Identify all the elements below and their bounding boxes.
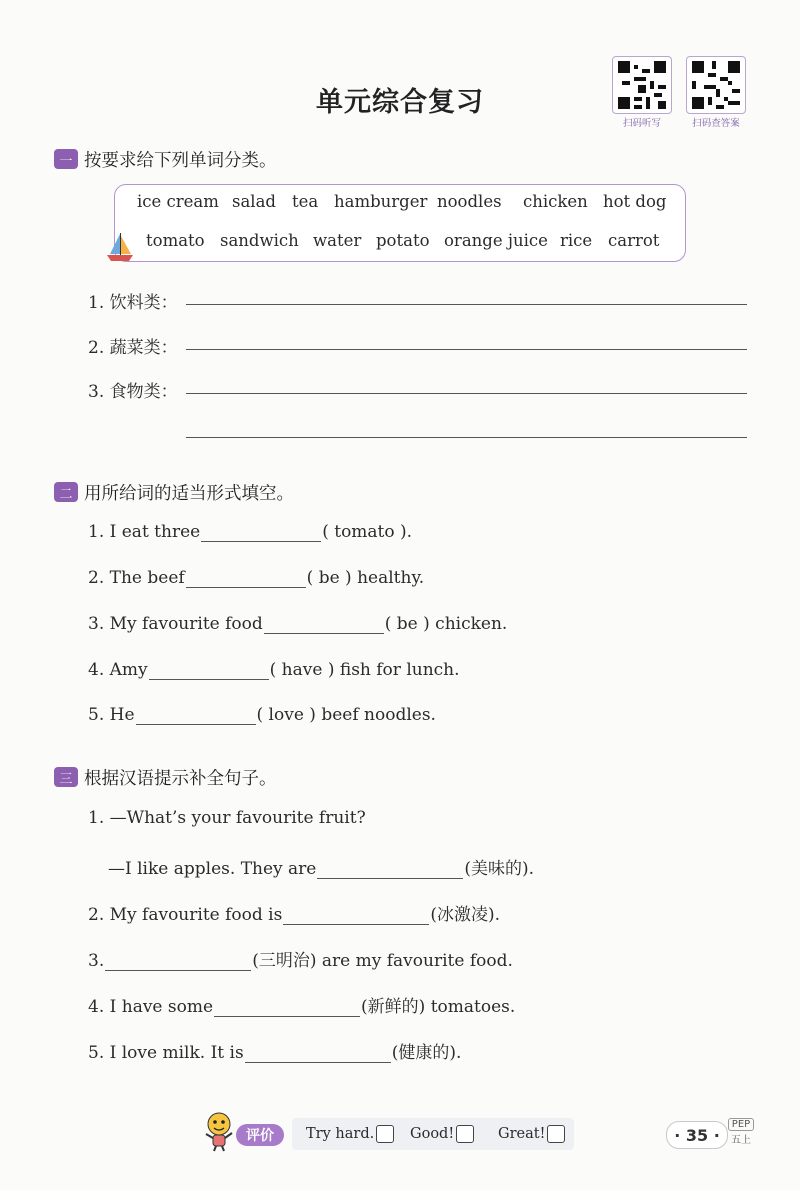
fill-blank[interactable] <box>186 569 306 588</box>
section-title: 按要求给下列单词分类。 <box>84 150 277 171</box>
word-item: tomato <box>146 231 205 250</box>
word-item: rice <box>560 231 593 250</box>
question-item <box>88 900 500 925</box>
section-3-heading <box>54 764 277 790</box>
rating-good[interactable] <box>410 1125 474 1143</box>
section-2-heading <box>54 479 294 505</box>
question-item <box>88 568 424 588</box>
section-title: 根据汉语提示补全句子。 <box>84 768 277 789</box>
rating-label: Try hard. <box>306 1126 375 1142</box>
word-item: hamburger <box>334 192 428 211</box>
rating-checkbox[interactable] <box>456 1125 474 1143</box>
rating-checkbox[interactable] <box>376 1125 394 1143</box>
mascot-icon <box>200 1110 238 1156</box>
word-item: noodles <box>437 192 502 211</box>
rating-label: Good! <box>410 1126 455 1142</box>
question-hint: ( tomato ). <box>322 522 413 542</box>
word-item: ice cream <box>137 192 219 211</box>
section-badge: 二 <box>54 482 78 502</box>
rating-great[interactable] <box>498 1125 565 1143</box>
qr-caption: 扫码听写 <box>622 118 661 129</box>
category-label: 1. 饮料类： <box>88 293 178 313</box>
question-hint: (美味的). <box>464 859 535 879</box>
page-number: · 35 · <box>666 1121 728 1149</box>
question-item <box>88 705 436 725</box>
word-item: hot dog <box>603 192 667 211</box>
qr-code-icon <box>686 56 746 114</box>
word-item: water <box>313 231 362 250</box>
question-item <box>88 614 507 634</box>
question-hint: (健康的). <box>391 1043 462 1063</box>
question-hint: ( love ) beef noodles. <box>256 705 436 725</box>
section-1-heading <box>54 146 277 172</box>
rating-checkbox[interactable] <box>547 1125 565 1143</box>
question-text: 2. My favourite food is <box>88 905 283 925</box>
category-label: 3. 食物类： <box>88 382 178 402</box>
question-hint: (冰激凌). <box>430 905 500 925</box>
answer-line[interactable] <box>186 349 747 350</box>
rating-try-hard[interactable] <box>306 1125 394 1143</box>
word-item: carrot <box>608 231 660 250</box>
fill-blank[interactable] <box>317 860 463 879</box>
word-item: salad <box>232 192 276 211</box>
question-hint: ( be ) chicken. <box>384 614 508 634</box>
question-text: 3. <box>88 951 105 971</box>
question-item <box>88 808 366 828</box>
fill-blank[interactable] <box>201 523 321 542</box>
word-item: chicken <box>523 192 588 211</box>
category-label: 2. 蔬菜类： <box>88 338 178 358</box>
word-item: potato <box>376 231 430 250</box>
question-text: 1. —What’s your favourite fruit? <box>88 808 366 828</box>
word-item: tea <box>292 192 319 211</box>
grade-label: 五上 <box>731 1135 751 1146</box>
question-item <box>108 854 534 879</box>
fill-blank[interactable] <box>245 1044 391 1063</box>
question-text: —I like apples. They are <box>108 859 317 879</box>
qr-answer[interactable] <box>686 56 746 129</box>
word-item: sandwich <box>220 231 299 250</box>
edition-label: PEP <box>728 1118 754 1131</box>
section-badge: 三 <box>54 767 78 787</box>
fill-blank[interactable] <box>149 661 269 680</box>
question-item <box>88 660 460 680</box>
edition-mark <box>728 1118 754 1146</box>
answer-line[interactable] <box>186 393 747 394</box>
question-text: 1. I eat three <box>88 522 201 542</box>
question-text: 5. He <box>88 705 135 725</box>
question-text: 4. I have some <box>88 997 214 1017</box>
rating-label: Great! <box>498 1126 546 1142</box>
answer-line[interactable] <box>186 304 747 305</box>
section-title: 用所给词的适当形式填空。 <box>84 483 294 504</box>
sailboat-icon <box>104 232 136 270</box>
question-hint: (新鲜的) tomatoes. <box>361 997 516 1017</box>
question-hint: ( have ) fish for lunch. <box>269 660 460 680</box>
fill-blank[interactable] <box>283 906 429 925</box>
fill-blank[interactable] <box>136 706 256 725</box>
question-text: 3. My favourite food <box>88 614 263 634</box>
word-item: orange juice <box>444 231 548 250</box>
question-text: 5. I love milk. It is <box>88 1043 244 1063</box>
answer-line[interactable] <box>186 437 747 438</box>
question-text: 2. The beef <box>88 568 185 588</box>
fill-blank[interactable] <box>264 615 384 634</box>
page-title: 单元综合复习 <box>316 87 484 118</box>
question-item <box>88 992 515 1017</box>
fill-blank[interactable] <box>214 998 360 1017</box>
qr-code-icon <box>612 56 672 114</box>
fill-blank[interactable] <box>105 952 251 971</box>
qr-caption: 扫码查答案 <box>692 118 740 129</box>
question-hint: (三明治) are my favourite food. <box>252 951 513 971</box>
question-item <box>88 522 412 542</box>
qr-listen[interactable] <box>612 56 672 129</box>
question-item <box>88 946 513 971</box>
question-text: 4. Amy <box>88 660 148 680</box>
question-hint: ( be ) healthy. <box>306 568 425 588</box>
question-item <box>88 1038 461 1063</box>
section-badge: 一 <box>54 149 78 169</box>
evaluation-label: 评价 <box>236 1124 284 1146</box>
